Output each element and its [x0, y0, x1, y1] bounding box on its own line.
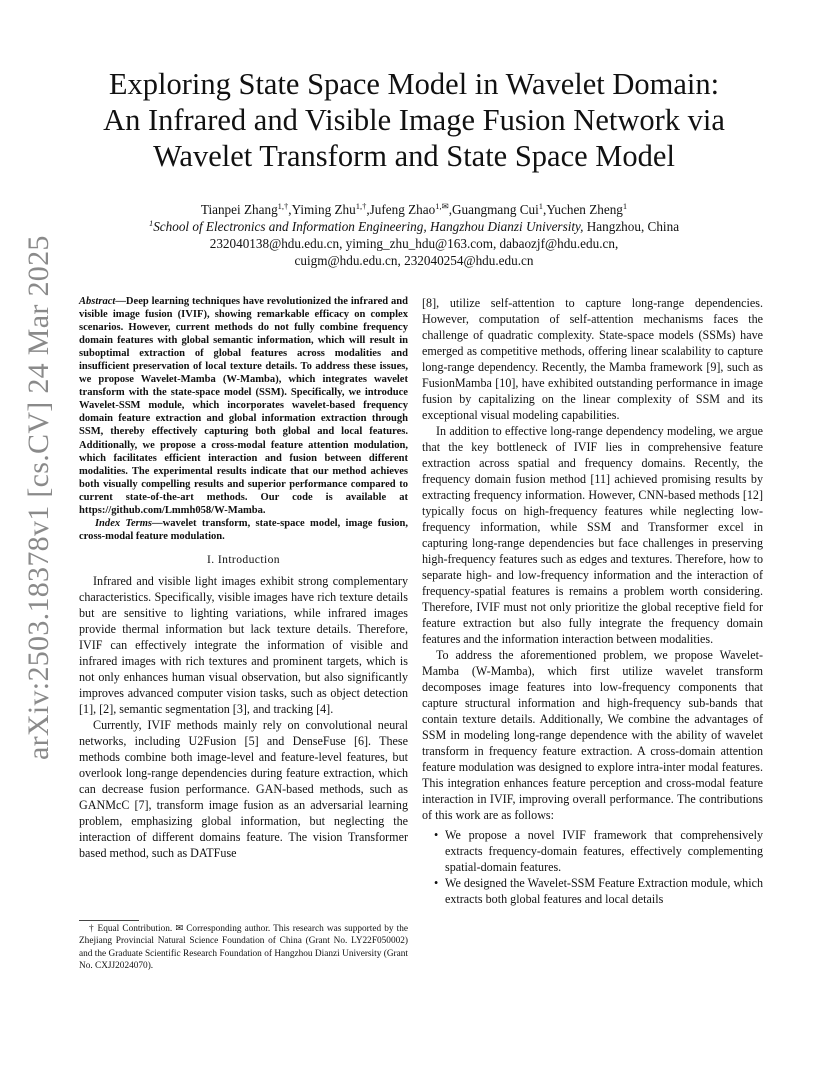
footnote-divider: [79, 920, 139, 921]
body-paragraph: Currently, IVIF methods mainly rely on convolutional neural networks, including U2Fusion [5] and DenseFuse [6]. These methods combine both image-level and feature-level features, but overlook long-range dependencies during feature extraction, which can decrease fusion performance. GAN-based methods, such as GANMcC [7], transform image fusion as an adversarial learning problem, emphasizing global information, but neglecting the interaction of different domains feature. The vision Transformer based method, such as DATFuse: [79, 717, 408, 860]
index-terms-label: Index Terms: [94, 517, 153, 529]
affiliation-mark: 1: [148, 218, 154, 228]
body-paragraph: In addition to effective long-range dependency modeling, we argue that the key bottleneck of IVIF lies in comprehensive feature extraction across spatial and frequency domains. Recently, the frequency domain fusion method [11] achieved promising results by extracting frequency information. However, CNN-based methods [12] typically focus on high-frequency features while neglecting low-frequency information, while SSM and Transformer excel in capturing long-range dependencies but face challenges in preserving high-frequency features such as edges and textures. Therefore, how to separate high- and low-frequency information and the interaction of frequency-spatial features is remains a problem worth considering. Therefore, IVIF must not only prioritize the global receptive field for feature extraction but also fully integrate the frequency domain features and the information interaction between modalities.: [422, 424, 763, 646]
abstract-text: —Deep learning techniques have revolutionized the infrared and visible image fusion (IVIF), showing remarkable efficacy on complex scenarios. However, current methods do not fully combine frequency domain features with global semantic information, which will result in suboptimal extraction of global features across modalities and insufficient preservation of local texture details. To address these issues, we propose Wavelet-Mamba (W-Mamba), which integrates wavelet transform with the state-space model (SSM). Specifically, we introduce Wavelet-SSM module, which incorporates wavelet-based frequency domain feature extraction and global information extraction through SSM, thereby effectively capturing both global and local features. Additionally, we propose a cross-modal feature attention modulation, which facilitates efficient interaction and fusion between different modalities. The experimental results indicate that our method achieves both visually compelling results and superior performance compared to current state-of-the-art methods. Our code is available at https://github.com/Lmmh058/W-Mamba.: [79, 296, 408, 516]
body-paragraph: [8], utilize self-attention to capture long-range dependencies. However, computation of self-attention mechanisms faces the challenge of quadratic complexity. State-space models (SSMs) have emerged as competitive methods, offering linear scalability to capture long-range dependency. Recently, the Mamba framework [9], such as FusionMamba [10], have exhibited outstanding performance in image fusion by capitalizing on the linear complexity of SSM and its exceptional visual modeling capabilities.: [422, 296, 763, 422]
author-name: Yiming Zhu: [291, 202, 356, 217]
author-emails: cuigm@hdu.edu.cn, 232040254@hdu.edu.cn: [294, 253, 534, 268]
author-emails: 232040138@hdu.edu.cn, yiming_zhu_hdu@163.com, dabaozjf@hdu.edu.cn,: [209, 236, 619, 251]
author-list: Tianpei Zhang$^{1,\dagger}$,Yiming Zhu$^{1,\dagger}$,Jufeng Zhao$^{1,✉}$,Guangmang Cui$^1$,Yuchen Zheng$^1$: [200, 201, 628, 217]
title-line: Wavelet Transform and State Space Model: [153, 139, 675, 173]
affiliation-city: Hangzhou, China: [586, 219, 680, 234]
author-name: Jufeng Zhao: [369, 202, 436, 217]
abstract-label: Abstract: [79, 296, 116, 307]
author-mark: 1: [538, 201, 544, 211]
body-paragraph: Infrared and visible light images exhibit strong complementary characteristics. Specifically, visible images have rich texture details but are sensitive to lighting variations, while infrared images provide thermal information but lack texture details. Therefore, IVIF can effectively integrate the information of visible and infrared images with rich textures and prominent targets, which is not only enhances human visual observation, but also significantly improves advanced computer vision tasks, such as object detection [1], [2], semantic segmentation [3], and tracking [4].: [79, 573, 408, 716]
author-block: [60, 201, 768, 269]
arxiv-identifier: arXiv:2503.18378v1 [cs.CV] 24 Mar 2025: [22, 235, 55, 760]
abstract: [79, 295, 408, 517]
affiliation-text: School of Electronics and Information Engineering, Hangzhou Dianzi University,: [153, 219, 584, 234]
index-terms-text: —wavelet transform, state-space model, image fusion, cross-modal feature modulation.: [79, 517, 408, 542]
author-name: Guangmang Cui: [451, 202, 539, 217]
author-name: Yuchen Zheng: [546, 202, 623, 217]
author-name: Tianpei Zhang: [200, 202, 278, 217]
contribution-list: [422, 827, 763, 907]
list-item: • We designed the Wavelet-SSM Feature Extraction module, which extracts both global features and local details: [422, 875, 763, 907]
left-column: [79, 295, 408, 861]
index-terms: [79, 517, 408, 543]
affiliation: [60, 218, 768, 235]
right-column: [422, 295, 763, 907]
author-mark: 1,✉: [435, 201, 449, 211]
paper-title: [60, 66, 768, 174]
title-line: Exploring State Space Model in Wavelet Domain:: [108, 67, 720, 101]
list-item: • We propose a novel IVIF framework that comprehensively extracts frequency-domain features, effectively complementing spatial-domain features.: [422, 827, 763, 875]
author-mark: 1,†: [355, 201, 367, 211]
body-paragraph: To address the aforementioned problem, we propose Wavelet-Mamba (W-Mamba), which first utilize wavelet transform decomposes image features into low-frequency components that capture structural information and high-frequency sub-bands that contain texture details. Additionally, We combine the advantages of SSM in modeling long-range dependence with the ability of wavelet transform in frequency feature extraction. A cross-domain attention feature modulation was designed to explore intra-inter modal features. This integration enhances feature perception and cross-modal feature interaction in IVIF, improving overall performance. The contributions of this work are as follows:: [422, 648, 763, 822]
title-line: An Infrared and Visible Image Fusion Network via: [103, 103, 725, 137]
author-mark: 1: [622, 201, 628, 211]
author-mark: 1,†: [277, 201, 289, 211]
footnote: † Equal Contribution. ✉ Corresponding author. This research was supported by the Zhejiang Provincial Natural Science Foundation of China (Grant No. LY22F050002) and the Graduate Scientific Research Foundation of Hangzhou Dianzi University (Grant No. CXJJ2024070).: [79, 924, 408, 972]
section-heading: I. Introduction: [207, 552, 280, 566]
